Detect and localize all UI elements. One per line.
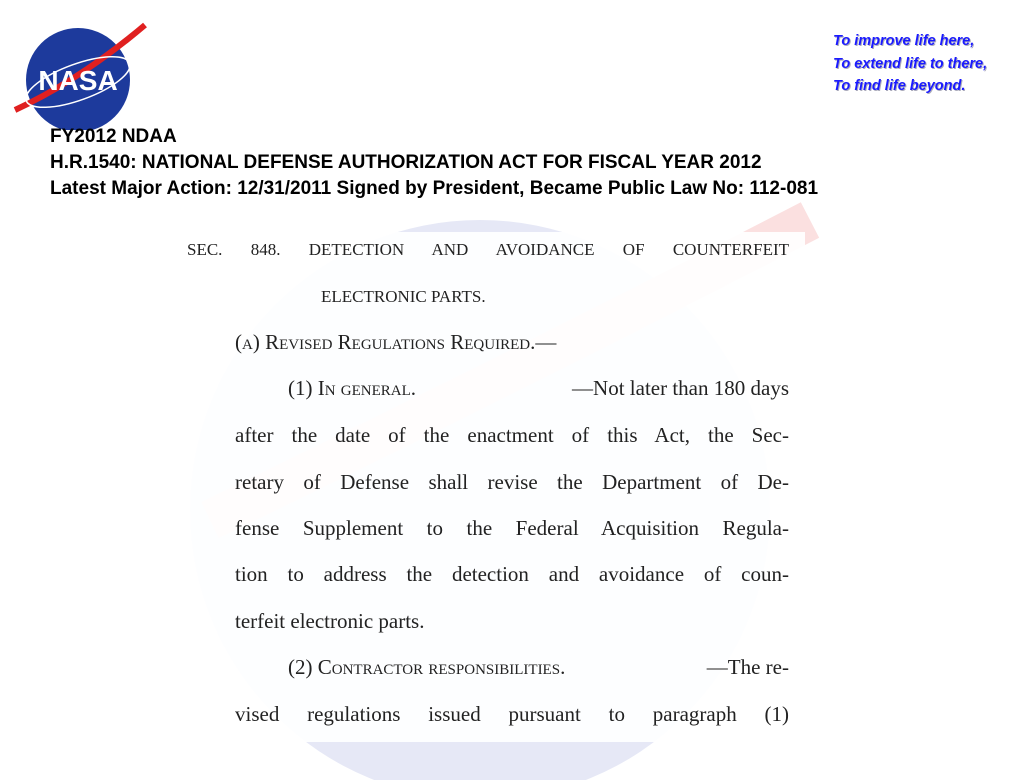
text-line: fense Supplement to the Federal Acquisition Regula- [235, 516, 789, 540]
slide-header [50, 124, 818, 202]
text-line: vised regulations issued pursuant to paragraph (1) [235, 702, 789, 726]
motto-line: To find life beyond. [833, 78, 966, 94]
text-line: retary of Defense shall revise the Department of De- [235, 470, 789, 494]
nasa-motto [833, 30, 987, 98]
subsection-a: (a) Revised Regulations Required.— [235, 330, 557, 354]
motto-line: To extend life to there, [833, 55, 988, 72]
text-line: terfeit electronic parts. [235, 609, 425, 633]
law-excerpt [150, 232, 805, 742]
paragraph-2-first-line [288, 655, 789, 680]
svg-text:NASA: NASA [38, 65, 118, 96]
paragraph-heading: (1) In general. [288, 376, 417, 400]
text-line: —Not later than 180 days [572, 376, 789, 400]
slide-title: FY2012 NDAA [50, 126, 177, 147]
paragraph-1-first-line [288, 376, 789, 401]
motto-line: To improve life here, [833, 33, 975, 49]
text-line: tion to address the detection and avoidance of coun- [235, 562, 789, 586]
nasa-logo [10, 20, 150, 130]
latest-action: Latest Major Action: 12/31/2011 Signed by President, Became Public Law No: 112-081 [50, 178, 819, 199]
section-title: SEC. 848. DETECTION AND AVOIDANCE OF COUNTERFEIT [187, 240, 789, 259]
section-title-cont: ELECTRONIC PARTS. [321, 287, 486, 306]
text-line: —The re- [706, 655, 789, 679]
text-line: after the date of the enactment of this Act, the Sec- [235, 423, 789, 447]
paragraph-heading: (2) Contractor responsibilities. [288, 655, 566, 679]
bill-title: H.R.1540: NATIONAL DEFENSE AUTHORIZATION ACT FOR FISCAL YEAR 2012 [50, 152, 762, 173]
